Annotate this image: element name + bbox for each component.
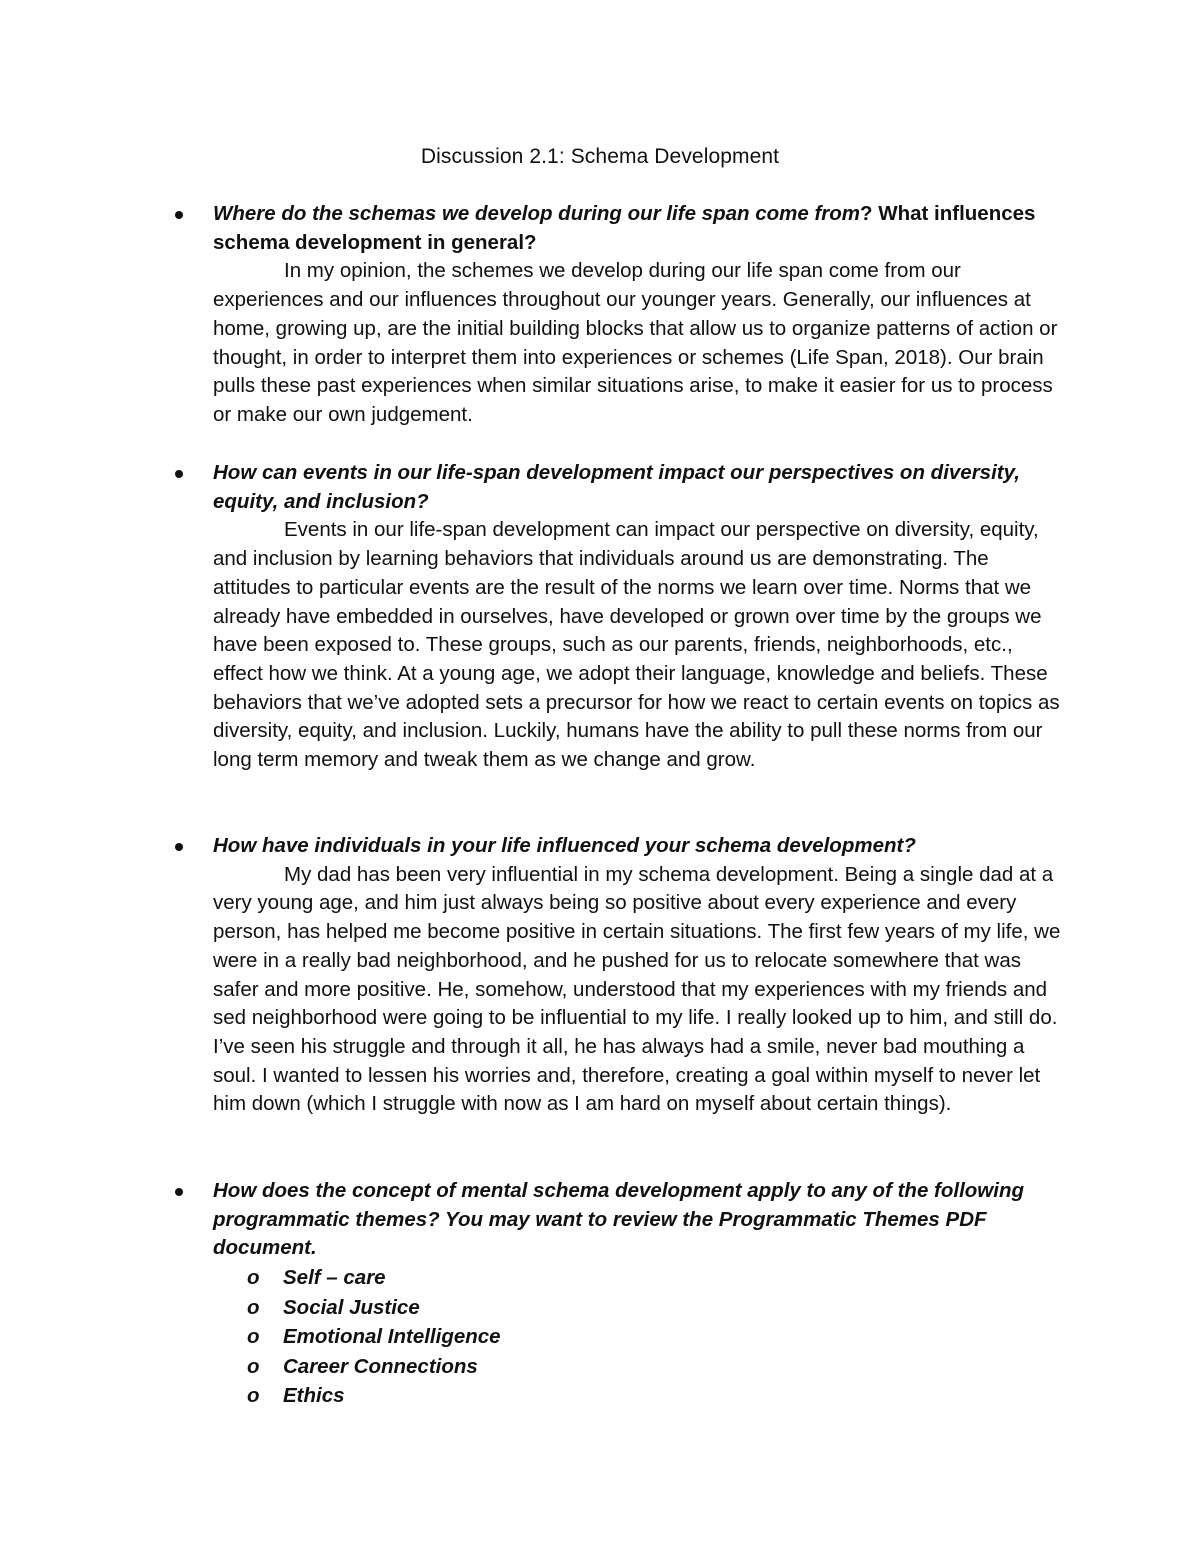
theme-item	[213, 1293, 1063, 1323]
discussion-question-3	[213, 832, 1063, 1119]
discussion-question-1	[213, 200, 1063, 430]
question-italic-part: How does the concept of mental schema development apply to any of the following programmatic themes? You may want to review the Programmatic Themes PDF document.	[213, 1179, 1024, 1260]
theme-label: Career Connections	[283, 1354, 478, 1378]
question-text	[213, 459, 1063, 516]
question-italic-part: Where do the schemas we develop during our life span come from	[213, 202, 861, 225]
theme-item	[213, 1322, 1063, 1352]
question-text	[213, 200, 1063, 257]
theme-item	[213, 1381, 1063, 1411]
hollow-bullet-icon: o	[247, 1384, 260, 1408]
question-text	[213, 1177, 1063, 1263]
theme-label: Social Justice	[283, 1295, 420, 1319]
discussion-question-2	[213, 459, 1063, 775]
document-title: Discussion 2.1: Schema Development	[420, 145, 780, 168]
hollow-bullet-icon: o	[247, 1295, 260, 1319]
question-italic-part: How have individuals in your life influenced your schema development?	[213, 834, 916, 857]
theme-label: Self – care	[283, 1266, 386, 1290]
theme-label: Ethics	[283, 1384, 345, 1408]
hollow-bullet-icon: o	[247, 1354, 260, 1378]
themes-list	[213, 1263, 1063, 1411]
bullet-icon	[175, 1188, 183, 1196]
question-text	[213, 832, 1063, 861]
answer-text: My dad has been very influential in my schema development. Being a single dad at a very young age, and him just always being so positive about every experience and every person, has helped me become positive in certain situations. The first few years of my life, we were in a really bad neighborhood, and he pushed for us to relocate somewhere that was safer and more positive. He, somehow, understood that my experiences with my friends and sed neighborhood were going to be influential to my life. I really looked up to him, and still do. I’ve seen his struggle and through it all, he has always had a smile, never bad mouthing a soul. I wanted to lessen his worries and, therefore, creating a goal within myself to never let him down (which I struggle with now as I am hard on myself about certain things).	[213, 862, 1061, 1116]
question-italic-part: How can events in our life-span development impact our perspectives on diversity, equity, and inclusion?	[213, 461, 1020, 513]
hollow-bullet-icon: o	[247, 1266, 260, 1290]
discussion-question-4	[213, 1177, 1063, 1411]
theme-label: Emotional Intelligence	[283, 1325, 501, 1349]
theme-item	[213, 1263, 1063, 1293]
answer-text: In my opinion, the schemes we develop during our life span come from our experiences and our influences throughout our younger years. Generally, our influences at home, growing up, are the initial building blocks that allow us to organize patterns of action or thought, in order to interpret them into experiences or schemes (Life Span, 2018). Our brain pulls these past experiences when similar situations arise, to make it easier for us to process or make our own judgement.	[213, 259, 1058, 426]
hollow-bullet-icon: o	[247, 1325, 260, 1349]
answer-text: Events in our life-span development can impact our perspective on diversity, equity, and inclusion by learning behaviors that individuals around us are demonstrating. The attitudes to particular events are the result of the norms we learn over time. Norms that we already have embedded in ourselves, have developed or grown over time by the groups we have been exposed to. These groups, such as our parents, friends, neighborhoods, etc., effect how we think. At a young age, we adopt their language, knowledge and beliefs. These behaviors that we’ve adopted sets a precursor for how we react to certain events on topics as diversity, equity, and inclusion. Luckily, humans have the ability to pull these norms from our long term memory and tweak them as we change and grow.	[213, 518, 1060, 772]
bullet-icon	[175, 211, 183, 219]
theme-item	[213, 1352, 1063, 1382]
bullet-icon	[175, 470, 183, 478]
question-plain-part: ? What influences schema development in general?	[213, 202, 1036, 254]
bullet-icon	[175, 843, 183, 851]
